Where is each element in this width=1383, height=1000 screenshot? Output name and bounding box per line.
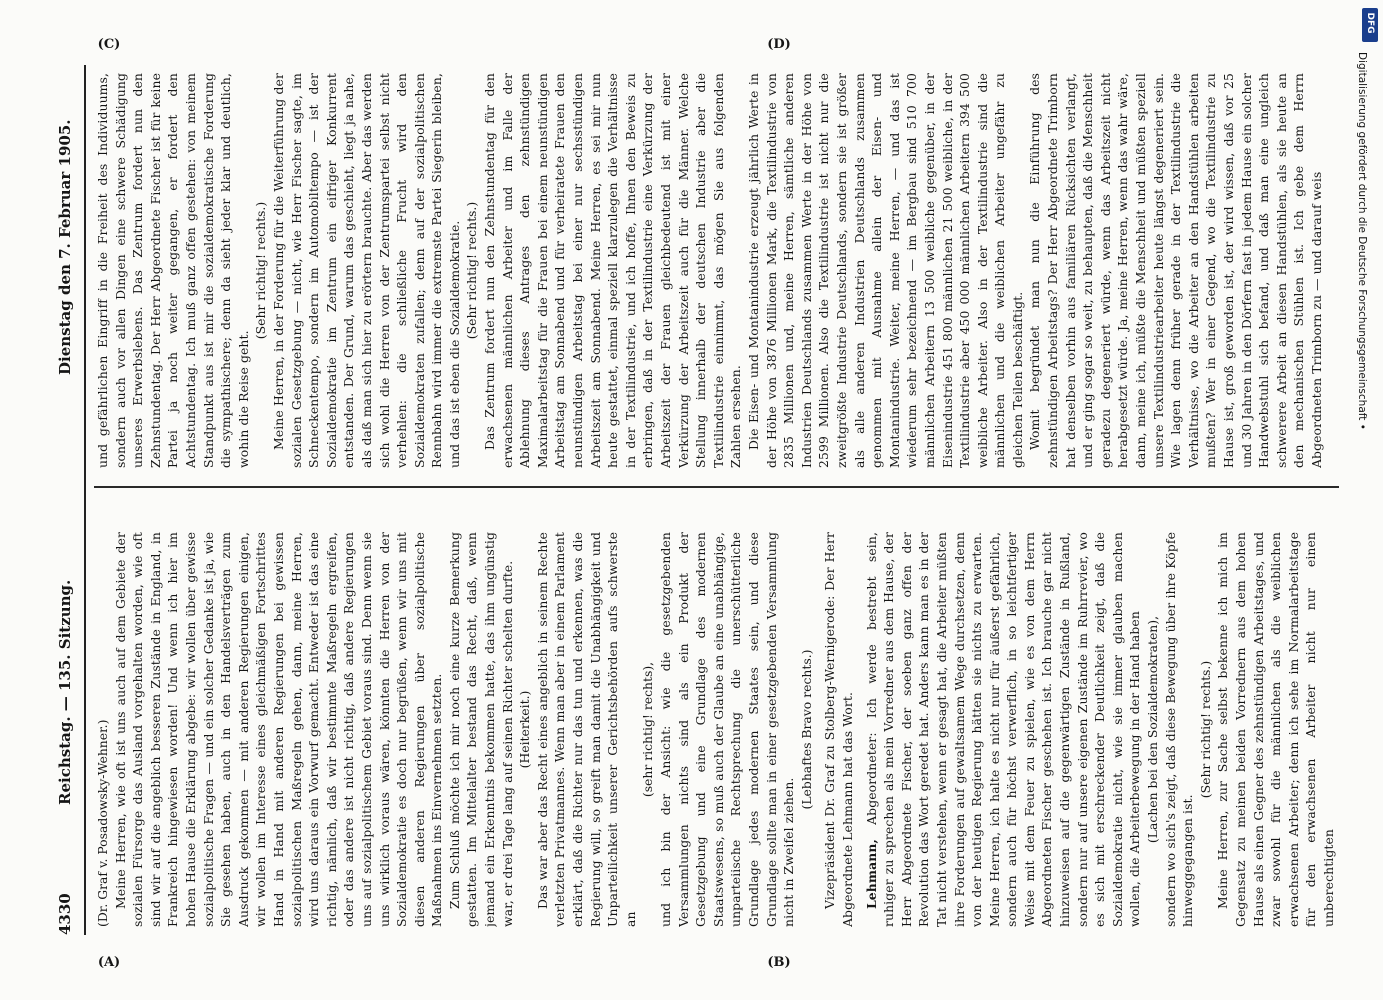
column-left — [94, 532, 1344, 927]
paragraph: Meine Herren, zur Sache selbst bekenne ich mich im Gegensatz zu meinen beiden Vorrednern aus dem hohen Hause als einen Gegner des zehnstündigen Arbeitstages, und zwar sowohl für die männlichen als die weiblichen erwachsenen Arbeiter; denn ich sehe im Normalarbeitstage für den erwachsenen Arbeiter nicht nur einen unberechtigten — [1215, 532, 1336, 927]
paragraph: sondern wo sich's zeigt, daß diese Bewegung über ihre Köpfe hinweggegangen ist. — [1162, 532, 1196, 927]
margin-marker-a: (A) — [97, 954, 121, 970]
vice-president-line: Vizepräsident Dr. Graf zu Stolberg-Wernigerode: Der Herr Abgeordnete Lehmann hat das Wort. — [822, 532, 855, 927]
speaker-name: Lehmann, — [863, 839, 879, 909]
paragraph: Womit begründet man nun die Einführung des zehnstündigen Arbeitstags? Der Herr Abgeordnete Trimborn hat denselben vorhin aus familiären Rücksichten verlangt, und er ging sogar so weit, zu behaupten, daß die Menschheit geradezu degeneriert würde, wenn das Arbeitszeit nicht herabgesetzt würde. Ja, meine Herren, wenn das wahr wäre, dann, meine ich, müßte die Menschheit und müßten speziell unsere Textilindustriearbeiter heute längst degeneriert sein. Wie lagen denn früher gerade in der Textilindustrie die Verhältnisse, wo die Arbeiter an den Handstühlen arbeiten mußten? Wer in einer Gegend, wo die Textilindustrie zu Hause ist, groß geworden ist, der wird wissen, daß vor 25 und 30 Jahren in den Dörfern fast in jedem Hause ein solcher Handwebstuhl sich befand, und daß man eine ungleich schwerere Arbeit an diesen Handstühlen, als sie heute an den mechanischen Stühlen ist. Ich gebe dem Herrn Abgeordneten Trimborn zu — und darauf weis — [1027, 73, 1324, 468]
margin-marker-d: (D) — [767, 36, 791, 52]
interjection: (sehr richtig! rechts), — [640, 661, 656, 798]
page-number: 4330 — [56, 893, 74, 935]
continued-speaker: (Dr. Graf v. Posadowsky-Wehner.) — [95, 719, 110, 927]
paragraph: Das war aber das Recht eines angeblich in seinem Rechte verletzten Privatmannes. Wenn man aber in einem Parlament erklärt, daß die Richter nur das tun und erkennen, was die Regierung will, so greift man damit die Unabhängigkeit und Unparteilichkeit unserer Gerichtsbehörden aufs schwerste an — [534, 532, 638, 927]
column-separator — [94, 486, 1339, 488]
paragraph: Die Eisen- und Montanindustrie erzeugt jährlich Werte in der Höhe von 3876 Millionen Mark, die Textilindustrie von 2835 Millionen und, meine Herren, sämtliche anderen Industrien Deutschlands zusammen Werte in der Höhe von 2599 Millionen. Also die Textilindustrie ist nicht nur die zweitgrößte Industrie Deutschlands, sondern sie ist größer als alle anderen Industrien Deutschlands zusammen genommen mit Ausnahme allein der Eisen- und Montanindustrie. Weiter, meine Herren, — und das ist wiederum sehr bezeichnend — im Bergbau sind 510 700 männlichen Arbeitern 13 500 weibliche gegenüber, in der Eisenindustrie 451 800 männlichen 21 500 weibliche, in der Textilindustrie aber 450 000 männlichen Arbeitern 394 500 weibliche Arbeiter. Also in der Textilindustrie sind die männlichen und die weiblichen Arbeiter ungefähr zu gleichen Teilen beschäftigt. — [745, 73, 1025, 468]
header-title: Reichstag. — 135. Sitzung. — [56, 579, 74, 805]
margin-marker-c: (C) — [97, 36, 121, 52]
interjection: (Lachen bei den Sozialdemokraten), — [1145, 615, 1161, 844]
dfg-logo-text: DFG — [1365, 12, 1375, 34]
interjection: (Sehr richtig! rechts.) — [464, 201, 480, 340]
digitization-note: Digitalisierung gefördert durch die Deutsche Forschungsgemeinschaft • — [1356, 52, 1368, 430]
column-right — [94, 73, 1344, 468]
interjection: (Heiterkeit.) — [517, 690, 533, 769]
interjection: (Sehr richtig! rechts.) — [253, 201, 269, 340]
page-header — [48, 65, 82, 935]
paragraph: Zum Schluß möchte ich mir noch eine kurze Bemerkung gestatten. Im Mittelalter bestand das Recht, daß, wenn jemand ein Erkenntnis bekommen hatte, das ihm ungünstig war, er drei Tage lang auf seinen Richter schelten durfte. — [446, 532, 515, 927]
paragraph: und gefährlichen Eingriff in die Freiheit des Individuums, sondern auch vor allen Dingen eine schwere Schädigung unseres Erwerbslebens. Das Zentrum fordert nun den Zehnstundentag. Der Herr Abgeordnete Fischer ist für keine Partei ja noch weiter gegangen, er fordert den Achtstundentag. Ich muß ganz offen gestehen: von meinem Standpunkt aus ist mir die sozialdemokratische Forderung die sympathischere; denn da sieht jeder klar und deutlich, wohin die Reise geht. — [95, 73, 251, 468]
interjection: (Sehr richtig! rechts.) — [1197, 660, 1213, 799]
paragraph: Meine Herren, wie oft ist uns auch auf dem Gebiete der sozialen Fürsorge das Ausland vorgehalten worden, wie oft sind wir auf die angeblich besseren Zustände in England, in Frankreich hingewiesen worden! Und wenn ich hier im hohen Hause die Erklärung abgebe: wir wollen über gewisse sozialpolitische Fragen — und ein solcher Gedanke ist ja, wie Sie gesehen haben, auch in den Handelsverträgen zum Ausdruck gekommen — mit anderen Regierungen einigen, wir wollen im Interesse eines gleichmäßigen Fortschrittes Hand in Hand mit anderen Regierungen bei gewissen sozialpolitischen Maßregeln gehen, dann, meine Herren, wird uns daraus ein Vorwurf gemacht. Entweder ist das eine richtig, nämlich, daß wir bestimmte Maßregeln ergreifen, oder das andere ist nicht richtig, daß andere Regierungen uns auf sozialpolitischem Gebiet voraus sind. Denn wenn sie uns wirklich voraus wären, könnten die Herren von der Sozialdemokratie es doch nur begrüßen, wenn wir uns mit diesen anderen Regierungen über sozialpolitische Maßnahmen ins Einvernehmen setzten. — [112, 532, 445, 927]
margin-marker-b: (B) — [767, 954, 791, 970]
dfg-logo-icon — [1362, 8, 1378, 42]
rotated-page — [48, 36, 1348, 970]
header-date: Dienstag den 7. Februar 1905. — [56, 119, 74, 375]
paragraph: Meine Herren, in der Forderung für die Weiterführung der sozialen Gesetzgebung — nicht, wie Herr Fischer sagte, im Schneckentempo, sondern im Automobiltempo — ist der Sozialdemokratie im Zentrum ein eifriger Konkurrent entstanden. Der Grund, warum das geschieht, liegt ja nahe, als daß man sich hier zu erörtern brauchte. Aber das werden sich wohl die Herren von der Zentrumspartei selbst nicht verhehlen: die schließliche Frucht wird den Sozialdemokraten zufallen; denn auf der sozialpolitischen Rennbahn wird immer die extremste Partei Siegerin bleiben, und das ist eben die Sozialdemokratie. — [270, 73, 462, 468]
interjection: (Lebhaftes Bravo rechts.) — [798, 649, 814, 810]
paragraph: und ich bin der Ansicht: wie die gesetzgebenden Versammlungen nichts sind als ein Produkt der Gesetzgebung und eine Grundlage des modernen Staatswesens, so muß auch der Glaube an eine unabhängige, unparteiische Rechtsprechung die unerschütterliche Grundlage jedes modernen Staates sein, und diese Grundlage sollte man in einer gesetzgebenden Versammlung nicht in Zweifel ziehen. — [658, 532, 797, 927]
header-rule — [84, 65, 86, 935]
paragraph: Das Zentrum fordert nun den Zehnstundentag für den erwachsenen männlichen Arbeiter und im Falle der Ablehnung dieses Antrages den zehnstündigen Maximalarbeitstag für die Frauen bei einem neunstündigen Arbeitstag am Sonnabend und für verheiratete Frauen den neunstündigen Arbeitstag bei einer nur sechsstündigen Arbeitszeit am Sonnabend. Meine Herren, es sei mir nun heute gestattet, einmal speziell klarzulegen die Verhältnisse in der Textilindustrie, und ich hoffe, Ihnen den Beweis zu erbringen, daß in der Textilindustrie eine Verkürzung der Arbeitszeit der Frauen gleichbedeutend ist mit einer Verkürzung der Arbeitszeit auch für die Männer. Welche Stellung innerhalb der deutschen Industrie aber die Textilindustrie einnimmt, das mögen Sie aus folgenden Zahlen ersehen. — [482, 73, 744, 468]
paragraph: Abgeordneter: Ich werde bestrebt sein, ruhiger zu sprechen als mein Vorredner aus dem Hause, der Herr Abgeordnete Fischer, der soeben ganz offen der Revolution das Wort geredet hat. Anders kann man es in der Tat nicht verstehen, wenn er gesagt hat, die Arbeiter müßten ihre Forderungen auf gewaltsamem Wege durchsetzen, denn von der heutigen Regierung hätten sie nichts zu erwarten. Meine Herren, ich halte es nicht nur für äußerst gefährlich, sondern auch für höchst verwerflich, in so leichtfertiger Weise mit dem Feuer zu spielen, wie es von dem Herrn Abgeordneten Fischer geschehen ist. Ich brauche gar nicht hinzuweisen auf die gegenwärtigen Zustände in Rußland, sondern nur auf unsere eigenen Zustände im Ruhrrevier, wo es sich mit erschreckender Deutlichkeit zeigt, daß die Sozialdemokratie nicht, wie sie immer glauben machen wollen, die Arbeiterbewegung in der Hand haben — [863, 532, 1143, 927]
